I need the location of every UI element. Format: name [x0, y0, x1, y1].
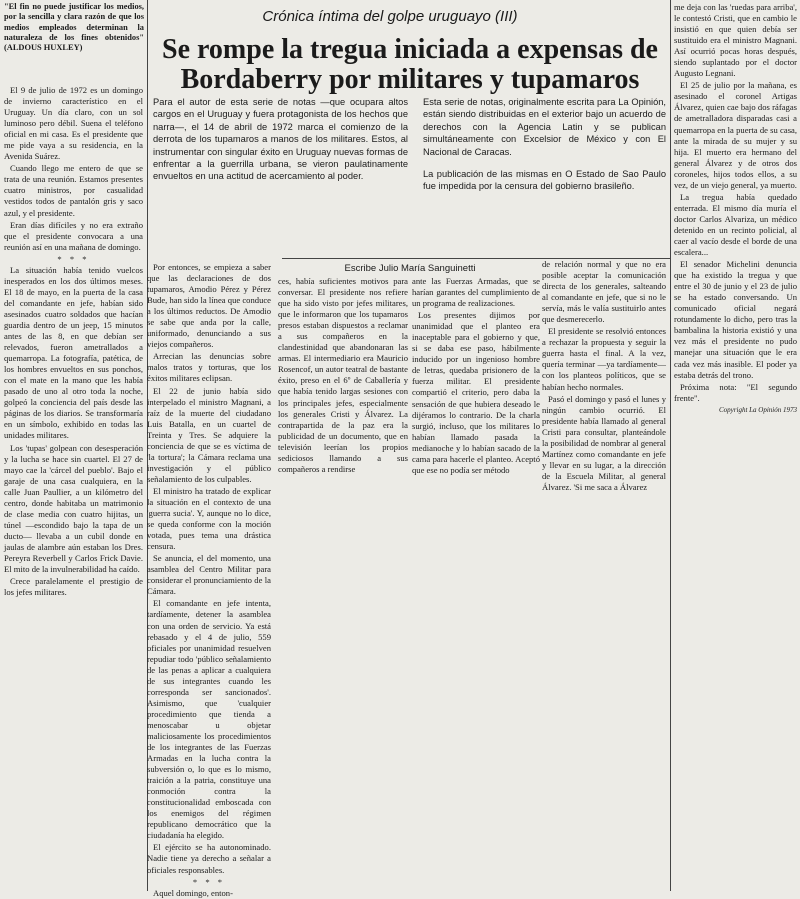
- paragraph: ces, había suficientes motivos para conversar. El presidente nos refiere que ha sido visto por jefes militares, que le informaron que los tupamaros presos estaban dispuestos a reclamar a sus compañeros en la clandestinidad que abandonaran las armas. El intermediario era Mauricio Rosencof, un autor teatral de bastante éxito, preso en el 6º de Caballería y que había tenido largas sesiones con los principales jefes, especialmente los generales Cristi y Álvarez. La contrapartida de la paz era la publicidad de un documento, que en televisión leerían los propios sediciosos llamando a sus compañeros a rendirse: [278, 276, 408, 474]
- column-5: [542, 259, 666, 531]
- column-4: [412, 276, 540, 531]
- paragraph: Pasó el domingo y pasó el lunes y ningún cambio ocurrió. El presidente había llamado al general Cristi para consultar, planteándole la posibilidad de nombrar al general Martínez como comandante en jefe y llevar en su lugar, a la dirección de la Escuela Militar, al general Álvarez. 'Si me saca a Álvarez: [542, 393, 666, 492]
- paragraph: Cuando llego me entero de que se trata de una reunión. Estamos presentes cuatro ministros, por casualidad vestidos todos de pantalón gris y saco azul, y el presidente.: [4, 163, 143, 218]
- column-6: [674, 2, 797, 577]
- intro-right-text-1: Esta serie de notas, originalmente escrita para La Opinión, están siendo distribuidas en el exterior bajo un acuerdo de derechos con la Agencia Latin y se publican simultáneamente con Excelsior de México y con El Nacional de Caracas.: [423, 97, 666, 157]
- paragraph: El ejército se ha autonominado. Nadie tiene ya derecho a señalar a oficiales responsables.: [147, 842, 271, 875]
- copyright: Copyright La Opinión 1973: [719, 405, 797, 414]
- paragraph: Los presentes dijimos por unanimidad que el planteo era inaceptable para el gobierno y que, si se daba ese paso, hábilmente inducido por un ingenioso hombre de letras, quedaba prisionero de la fuerza militar. El presidente compartió el criterio, pero daba la sensación de que hubiera deseado le dijéramos lo contrario. De la charla surgió, incluso, que los militares lo habían llamado pasada la medianoche y lo habían sacado de la cama para hacerle el planteo. Aceptó que ese no podía ser método: [412, 310, 540, 475]
- paragraph: me deja con las 'ruedas para arriba', le contestó Cristi, que en cambio le insistió en que quien debía ser sustituido era el ministro Magnani. Así ocurrió pocas horas después, siendo suplantado por el doctor Augusto Legnani.: [674, 2, 797, 79]
- column-1: [4, 85, 143, 885]
- paragraph: Por entonces, se empieza a saber que las declaraciones de dos tupamaros, Amodio Pérez y Pérez Bude, han sido la línea que conduce a los últimos reductos. De Amodio se sabe que anda por la calle, uniformado, denunciando a sus viejos compañeros.: [147, 262, 271, 350]
- paragraph: Los 'tupas' golpean con desesperación y la lucha se hace sin cuartel. El 27 de mayo cae la 'cárcel del pueblo'. Bajo el garaje de una casa cualquiera, en la calle Juan Paullier, a un kilómetro del centro, donde habitaba un matrimonio de clase media con cuatro hijitas, un túnel —escondido bajo la tapa de un ducto— llevaba a un cubil donde en jaulas de alambre aún estaban los Dres. Pereyra Reverbell y Carlos Frick Davie. El mito de la invulnerabilidad ha caído.: [4, 442, 143, 575]
- headline: Se rompe la tregua iniciada a expensas de Bordaberry por militares y tupamaros: [162, 34, 658, 95]
- paragraph: La tregua había quedado enterrada. El mismo día muría el doctor Carlos Alvariza, un médico detenido en un recinto policial, al caer al vacío desde el borde de una escalera...: [674, 191, 797, 258]
- intro-right-text-2: La publicación de las mismas en O Estado de Sao Paulo fue impedida por la censura del gobierno brasileño.: [423, 169, 666, 192]
- epigraph-quote: "El fin no puede justificar los medios, por la sencilla y clara razón de que los medios empleados determinan la naturaleza de los fines obtenidos" (ALDOUS HUXLEY): [4, 2, 144, 53]
- paragraph: Eran días difíciles y no era extraño que el presidente convocara a una reunión así en una mañana de domingo.: [4, 219, 143, 252]
- paragraph: Se anuncia, el del momento, una asamblea del Centro Militar para considerar el pronunciamiento de la Cámara.: [147, 553, 271, 597]
- series-kicker: Crónica íntima del golpe uruguayo (III): [262, 8, 518, 25]
- paragraph: ante las Fuerzas Armadas, que se harían garantes del cumplimiento de un programa de realizaciones.: [412, 276, 540, 309]
- paragraph: El senador Michelini denuncia que ha existido la tregua y que entre el 30 de junio y el 23 de julio se ha estado conversando. Un comunicado oficial negará rotundamente lo dicho, pero tras la bambalina la historia existió y una vez más el presidente no pudo manejar una situación que le era cada vez más inasible. El poder ya estaba detrás del trono.: [674, 259, 797, 380]
- byline: Escribe Julio María Sanguinetti: [344, 263, 476, 274]
- column-2: [147, 262, 271, 898]
- paragraph: de relación normal y que no era posible aceptar la comunicación directa de los generales, salteando al comandante en jefe, que si no le servía, más le valía sustituirlo antes que desmerecerlo.: [542, 259, 666, 325]
- column-3: [278, 276, 408, 531]
- paragraph: La situación había tenido vuelcos inesperados en los dos últimos meses. El 18 de mayo, en la puerta de la casa del comandante en jefe, habían sido asesinados cuatro soldados que hacían guardia dentro de un jeep, 15 minutos antes de las 8, en que debían ser relevados, fueron ametrallados a quemarropa. La fotografía, patética, de los hombres envueltos en sus ponchos, con el mate en la mano que les había pasado de uno al otro toda la noche, golpeó la conciencia del país desde las páginas de los diarios. Se transformaría en un símbolo, exhibido en todas las unidades militares.: [4, 264, 143, 441]
- paragraph: Crece paralelamente el prestigio de los jefes militares.: [4, 576, 143, 598]
- section-separator: * * *: [57, 253, 90, 264]
- section-separator: * * *: [192, 876, 226, 887]
- intro-left-text: Para el autor de esta serie de notas —que ocupara altos cargos en el Uruguay y fuera protagonista de los hechos que narra—, el 14 de abril de 1972 marca el comienzo de la derrota de los tupamaros a manos de los militares. Estos, al instrumentar con singular éxito en Uruguay nuevas formas de enfrentar a la guerrilla urbana, se vieron paulatinamente envueltos en una actitud de acercamiento al poder.: [153, 97, 408, 182]
- paragraph: Aquel domingo, enton-: [153, 887, 233, 898]
- paragraph: Arrecian las denuncias sobre malos tratos y torturas, que los éxitos militares eclipsan.: [147, 351, 271, 384]
- column-rule-right: [670, 0, 671, 891]
- paragraph: El ministro ha tratado de explicar la situación en el contexto de una 'guerra sucia'. Y, aunque no lo dice, se queda conforme con la moción votada, pues tema una drástica censura.: [147, 485, 271, 552]
- paragraph: El 22 de junio había sido interpelado el ministro Magnani, a raíz de la muerte del ciudadano Luis Batalla, en un cuartel de Treinta y Tres. Se adquiere la conciencia de que se es víctima de 'la tortura'; la Cámara reclama una investigación y el público señalamiento de los culpables.: [147, 385, 271, 484]
- paragraph: El 25 de julio por la mañana, es asesinado el coronel Artigas Álvarez, quien cae bajo dos ráfagas de ametralladora disparadas casi a quemarropa en la puerta de su casa, ante la mirada de su mujer y su hija. El muerto era hermano del general Álvarez y de otros dos coroneles, hijos todos ellos, a su vez, de un viejo general, ya muerto.: [674, 80, 797, 190]
- paragraph: El 9 de julio de 1972 es un domingo de invierno característico en el Uruguay. Un día claro, con un sol luminoso pero débil. Suena el teléfono oficial en mi casa. Es el presidente que me pide vaya a su residencia, en la Avenida Suárez.: [4, 85, 143, 162]
- paragraph: El comandante en jefe intenta, tardíamente, detener la asamblea con una orden de servicio. Ya está rebasado y el 4 de julio, 559 oficiales por unanimidad resuelven repudiar todo 'público señalamiento de las penas a aplicar a cualquiera de sus integrantes cuando les corresponda ser sancionados'. Asimismo, que 'cualquier procedimiento que tienda a menoscabar u objetar maliciosamente los procedimientos de los integrantes de las Fuerzas Armadas en la lucha contra la subversión o, lo que es lo mismo, traición a la patria, constituye una conmoción contra la constitucionalidad emboscada con los enemigos del régimen republicano democrático que la ciudadanía ha elegido.: [147, 598, 271, 841]
- intro-right: [423, 96, 666, 193]
- paragraph: El presidente se resolvió entonces a rechazar la propuesta y seguir la guerra hasta el final. A la vez, quería terminar —ya tardíamente— con los planteos políticos, que se habían hecho normales.: [542, 326, 666, 392]
- intro-left: [153, 96, 408, 183]
- next-note: Próxima nota: "El segundo frente".: [674, 381, 797, 403]
